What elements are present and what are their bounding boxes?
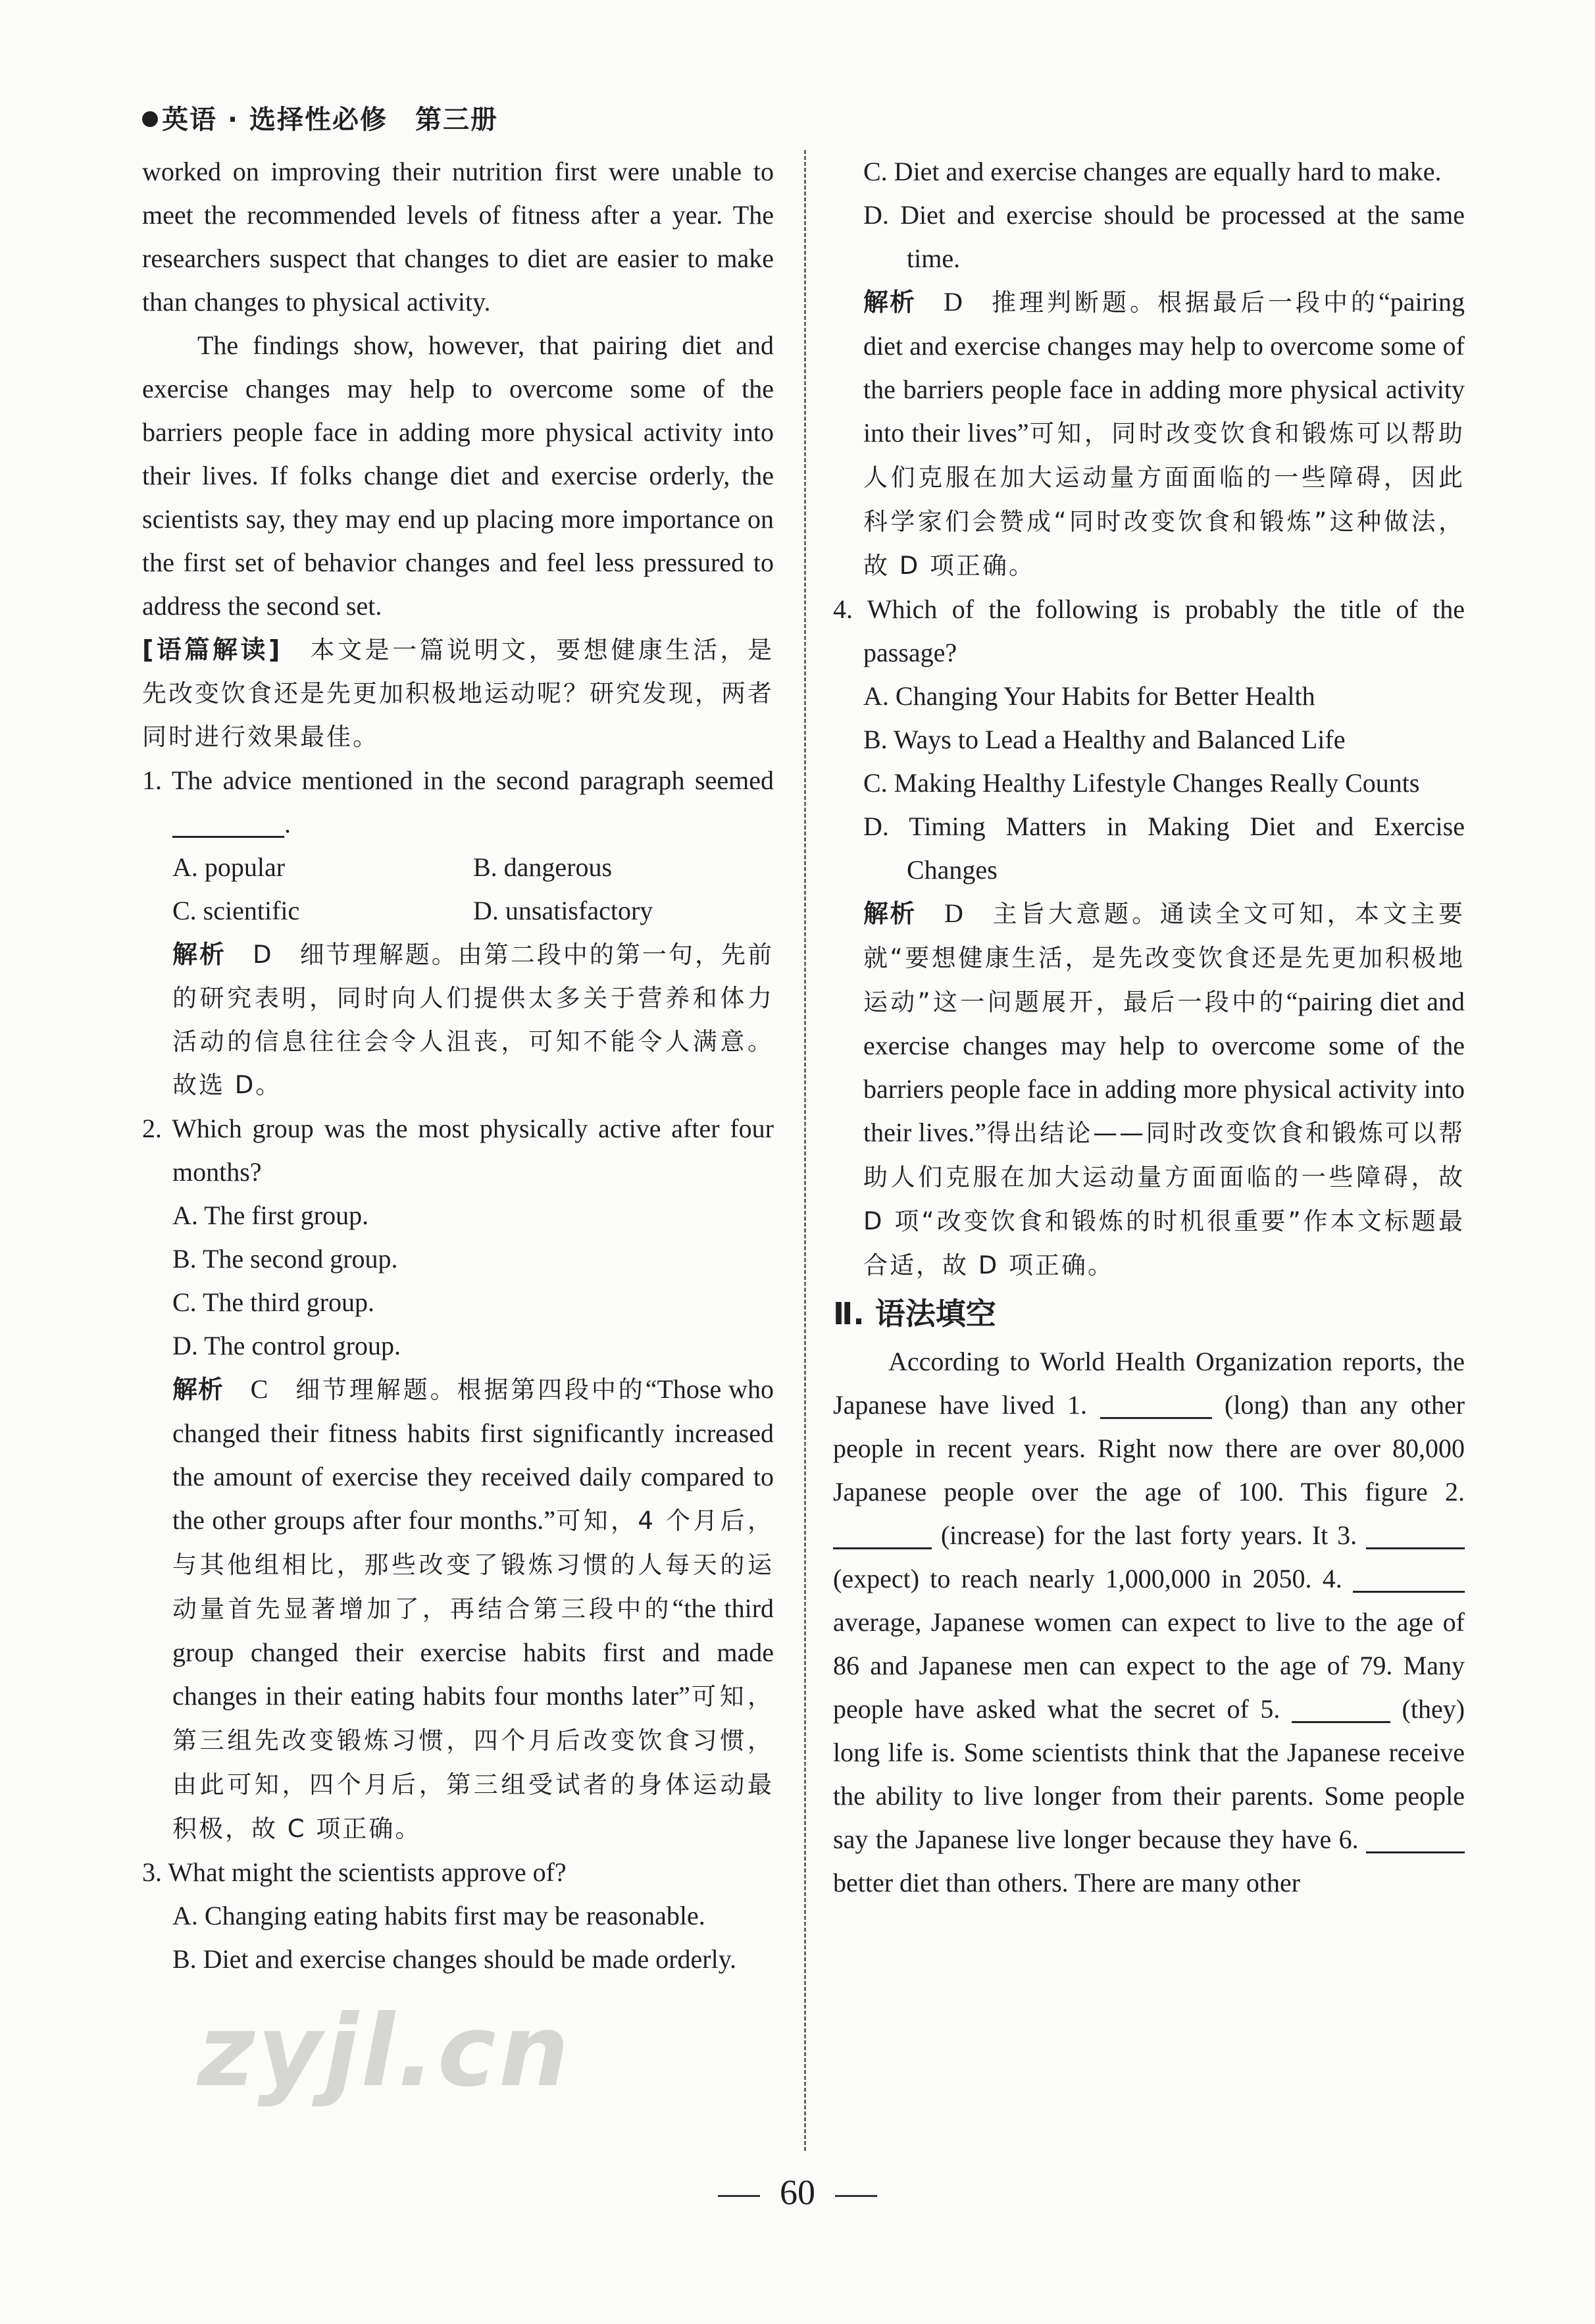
passage-text: (they) long life is. Some scientists think that the Japanese receive the ability to live longer from their parents. Some people say the Japanese live longer because they have 6.	[833, 1694, 1465, 1854]
column-divider	[804, 150, 806, 2151]
question-1-explanation	[142, 933, 774, 1107]
page-number-text: 60	[780, 2173, 815, 2212]
right-column	[833, 150, 1465, 1905]
page-number	[0, 2172, 1595, 2213]
question-1-stem	[142, 759, 774, 846]
blank-1[interactable]	[1100, 1391, 1212, 1419]
question-2-stem: 2. Which group was the most physically active after four months?	[142, 1114, 774, 1187]
blank-4[interactable]	[1353, 1564, 1465, 1593]
passage-text: better diet than others. There are many other	[833, 1868, 1301, 1898]
question-1-options-row	[142, 846, 774, 889]
passage-text: (expect) to reach nearly 1,000,000 in 2050. 4.	[833, 1564, 1342, 1593]
explanation-label: 解析	[172, 940, 227, 969]
option-d[interactable]: D. Diet and exercise should be processed at the same time.	[863, 200, 1465, 273]
explanation-text: 细节理解题。由第二段中的第一句，先前的研究表明，同时向人们提供太多关于营养和体力活动的信息往往会令人沮丧，可知不能令人满意。故选 D。	[172, 941, 774, 1099]
option-b[interactable]: B. The second group.	[172, 1244, 398, 1274]
passage-text: average, Japanese women can expect to live to the age of 86 and Japanese men can expect to the age of 79. Many people have asked what the secret of 5.	[833, 1607, 1465, 1724]
question-2-explanation	[142, 1368, 774, 1851]
answer-letter: D	[944, 287, 963, 317]
option-a[interactable]: A. popular	[172, 852, 286, 882]
question-4-stem: 4. Which of the following is probably the title of the passage?	[833, 594, 1465, 667]
option-a[interactable]: A. Changing eating habits first may be reasonable.	[172, 1901, 705, 1930]
explanation-label: 解析	[863, 288, 917, 317]
passage-text: (increase) for the last forty years. It 3.	[940, 1520, 1357, 1550]
page-header	[142, 99, 498, 136]
question-3-stem: 3. What might the scientists approve of?	[142, 1857, 567, 1887]
explanation-quote: “pairing diet and exercise changes may help to overcome some of the barriers people face in adding more physical activity into their lives”	[863, 287, 1465, 448]
answer-letter: D	[944, 898, 963, 928]
option-a[interactable]: A. The first group.	[172, 1201, 369, 1230]
blank-5[interactable]	[1292, 1695, 1390, 1723]
dash-left	[718, 2195, 760, 2197]
passage-text: According to World Health Organization reports, the Japanese have lived 1.	[833, 1347, 1465, 1420]
question-1-options-row	[142, 889, 774, 933]
explanation-text: 细节理解题。根据第四段中的	[295, 1376, 646, 1404]
explanation-text: 得出结论——同时改变饮食和锻炼可以帮助人们克服在加大运动量方面面临的一些障碍，故 D 项“改变饮食和锻炼的时机很重要”作本文标题最合适，故 D 项正确。	[863, 1119, 1465, 1279]
option-d[interactable]: D. The control group.	[172, 1331, 401, 1360]
passage-text: (long) than any other people in recent years. Right now there are over 80,000 Japanese people over the age of 100. This figure 2.	[833, 1390, 1465, 1507]
option-b[interactable]: B. dangerous	[473, 852, 613, 882]
option-c[interactable]: C. The third group.	[172, 1287, 375, 1317]
grammar-fill-passage	[833, 1340, 1465, 1905]
option-c[interactable]: C. Diet and exercise changes are equally hard to make.	[863, 157, 1442, 186]
passage-analysis	[142, 628, 774, 759]
question-text: .	[284, 809, 291, 839]
option-c[interactable]: C. Making Healthy Lifestyle Changes Really Counts	[863, 768, 1420, 798]
watermark: zyjl.cn	[197, 1994, 572, 2109]
question-text: 1. The advice mentioned in the second paragraph seemed	[142, 765, 774, 795]
blank-2[interactable]	[833, 1521, 932, 1549]
option-d[interactable]: D. unsatisfactory	[473, 896, 653, 925]
option-a[interactable]: A. Changing Your Habits for Better Health	[863, 681, 1315, 711]
blank-6[interactable]	[1366, 1825, 1465, 1853]
analysis-label: [语篇解读]	[142, 635, 282, 664]
header-title: 英语 · 选择性必修 第三册	[162, 105, 499, 135]
explanation-text: 可知，第三组先改变锻炼习惯，四个月后改变饮食习惯，由此可知，四个月后，第三组受试者的身体运动最积极，故 C 项正确。	[172, 1682, 774, 1843]
dash-right	[835, 2195, 877, 2197]
explanation-quote: “Those who changed their fitness habits first significantly increased the amount of exercise they received daily compared to the other groups after four months.”	[172, 1374, 774, 1535]
option-b[interactable]: B. Diet and exercise changes should be made orderly.	[172, 1944, 737, 1974]
explanation-text: 主旨大意题。通读全文可知，本文主要就“要想健康生活，是先改变饮食还是先更加积极地运动”这一问题展开，最后一段中的	[863, 900, 1465, 1016]
bullet-icon	[142, 111, 158, 127]
explanation-quote: “pairing diet and exercise changes may help to overcome some of the barriers people face in adding more physical activity into their lives.”	[863, 987, 1465, 1147]
explanation-text: 可知，4 个月后，与其他组相比，那些改变了锻炼习惯的人每天的运动量首先显著增加了，再结合第三段中的	[172, 1507, 774, 1623]
answer-letter: C	[250, 1374, 268, 1404]
explanation-text: 可知，同时改变饮食和锻炼可以帮助人们克服在加大运动量方面面临的一些障碍，因此科学家们会赞成“同时改变饮食和锻炼”这种做法，故 D 项正确。	[863, 419, 1465, 580]
option-c[interactable]: C. scientific	[172, 896, 300, 925]
passage-paragraph: worked on improving their nutrition first were unable to meet the recommended levels of fitness after a year. The researchers suspect that changes to diet are easier to make than changes to physical activity.	[142, 157, 774, 317]
section-title: Ⅱ. 语法填空	[833, 1296, 996, 1331]
blank-3[interactable]	[1366, 1521, 1465, 1549]
answer-letter: D	[253, 941, 274, 969]
explanation-quote: “the third group changed their exercise habits first and made changes in their eating habits four months later”	[172, 1593, 774, 1711]
passage-paragraph: The findings show, however, that pairing diet and exercise changes may help to overcome some of the barriers people face in adding more physical activity into their lives. If folks change diet and exercise orderly, the scientists say, they may end up placing more importance on the first set of behavior changes and feel less pressured to address the second set.	[142, 330, 774, 621]
question-4-explanation	[833, 892, 1465, 1287]
analysis-text: 本文是一篇说明文，要想健康生活，是先改变饮食还是先更加积极地运动呢？研究发现，两者同时进行效果最佳。	[142, 636, 774, 751]
question-3-explanation	[833, 280, 1465, 588]
answer-blank[interactable]	[172, 810, 284, 838]
left-column	[142, 150, 774, 1981]
explanation-label: 解析	[172, 1375, 224, 1404]
option-b[interactable]: B. Ways to Lead a Healthy and Balanced Life	[863, 725, 1346, 754]
option-d[interactable]: D. Timing Matters in Making Diet and Exercise Changes	[863, 812, 1465, 885]
explanation-text: 推理判断题。根据最后一段中的	[991, 288, 1379, 317]
explanation-label: 解析	[863, 899, 917, 928]
